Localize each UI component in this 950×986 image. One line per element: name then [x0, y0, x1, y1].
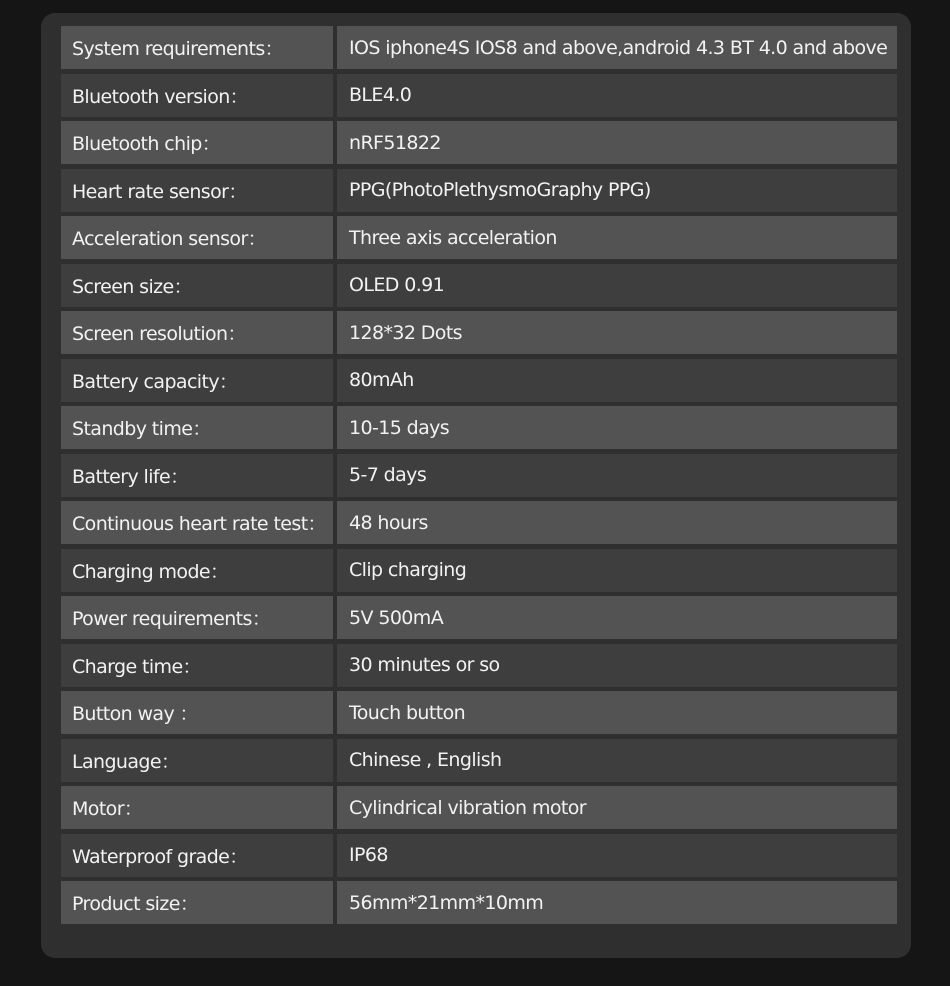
spec-value: BLE4.0	[337, 74, 897, 117]
spec-row	[61, 549, 897, 592]
spec-row	[61, 169, 897, 212]
spec-label: Product size：	[61, 881, 333, 924]
spec-row	[61, 216, 897, 259]
spec-label: Standby time：	[61, 406, 333, 449]
spec-label: System requirements：	[61, 26, 333, 69]
spec-row	[61, 26, 897, 69]
spec-label: Acceleration sensor：	[61, 216, 333, 259]
spec-table	[61, 26, 897, 929]
spec-label: Battery capacity：	[61, 359, 333, 402]
spec-value: 56mm*21mm*10mm	[337, 881, 897, 924]
spec-row	[61, 691, 897, 734]
spec-value: Touch button	[337, 691, 897, 734]
spec-label: Language：	[61, 739, 333, 782]
spec-value: IP68	[337, 834, 897, 877]
spec-value: Three axis acceleration	[337, 216, 897, 259]
spec-row	[61, 264, 897, 307]
spec-row	[61, 74, 897, 117]
spec-row	[61, 454, 897, 497]
spec-label: Bluetooth chip：	[61, 121, 333, 164]
spec-label: Charge time：	[61, 644, 333, 687]
spec-label: Continuous heart rate test：	[61, 501, 333, 544]
spec-value: Cylindrical vibration motor	[337, 786, 897, 829]
spec-label: Screen size：	[61, 264, 333, 307]
spec-row	[61, 501, 897, 544]
spec-label: Button way ：	[61, 691, 333, 734]
spec-label: Screen resolution：	[61, 311, 333, 354]
spec-value: IOS iphone4S IOS8 and above,android 4.3 BT 4.0 and above	[337, 26, 897, 69]
spec-row	[61, 406, 897, 449]
spec-row	[61, 786, 897, 829]
spec-value: 5-7 days	[337, 454, 897, 497]
spec-value: 10-15 days	[337, 406, 897, 449]
spec-row	[61, 644, 897, 687]
spec-row	[61, 739, 897, 782]
spec-label: Power requirements：	[61, 596, 333, 639]
spec-row	[61, 121, 897, 164]
spec-value: PPG(PhotoPlethysmoGraphy PPG)	[337, 169, 897, 212]
spec-row	[61, 596, 897, 639]
spec-value: 30 minutes or so	[337, 644, 897, 687]
spec-label: Battery life：	[61, 454, 333, 497]
spec-value: nRF51822	[337, 121, 897, 164]
spec-row	[61, 834, 897, 877]
spec-value: 48 hours	[337, 501, 897, 544]
spec-value: OLED 0.91	[337, 264, 897, 307]
spec-label: Waterproof grade：	[61, 834, 333, 877]
spec-row	[61, 359, 897, 402]
spec-value: 128*32 Dots	[337, 311, 897, 354]
spec-row	[61, 881, 897, 924]
spec-value: Clip charging	[337, 549, 897, 592]
spec-label: Charging mode：	[61, 549, 333, 592]
spec-label: Heart rate sensor：	[61, 169, 333, 212]
spec-label: Motor：	[61, 786, 333, 829]
spec-value: 5V 500mA	[337, 596, 897, 639]
spec-value: 80mAh	[337, 359, 897, 402]
spec-label: Bluetooth version：	[61, 74, 333, 117]
spec-value: Chinese , English	[337, 739, 897, 782]
spec-row	[61, 311, 897, 354]
